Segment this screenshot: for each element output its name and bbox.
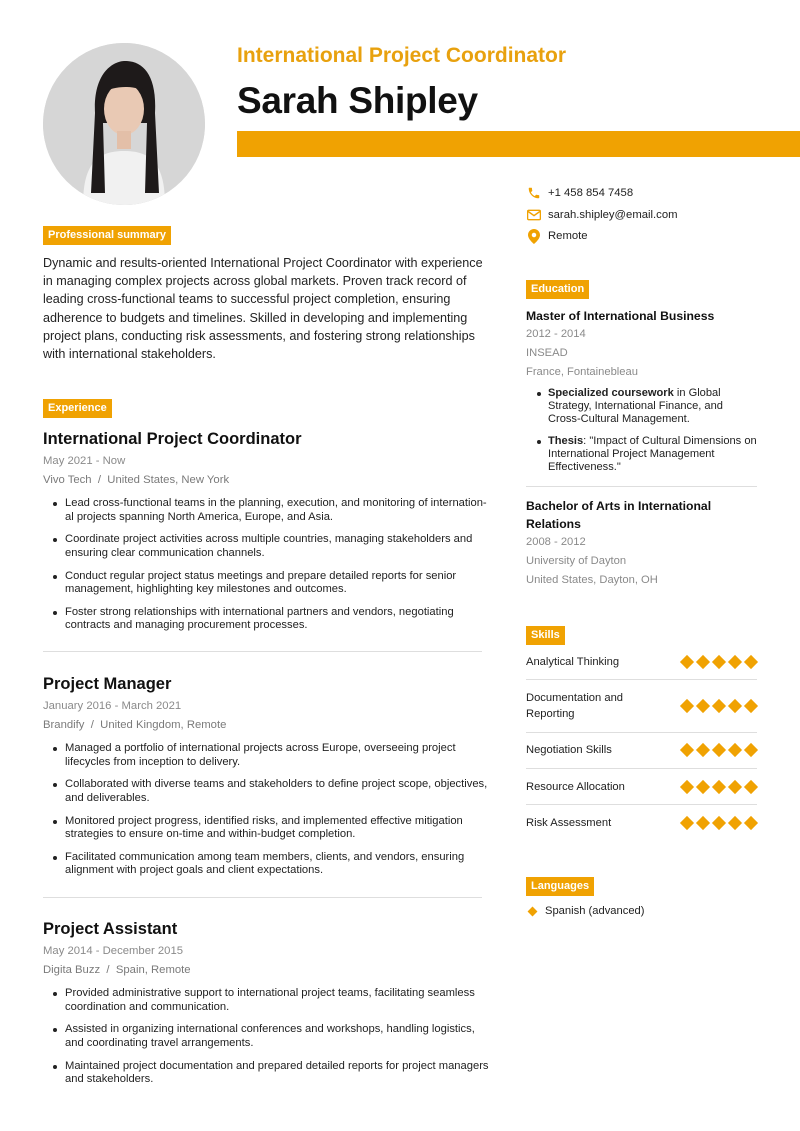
rating-diamond-icon [712, 816, 726, 830]
rating-diamond-icon [728, 816, 742, 830]
divider [526, 732, 757, 733]
education-location: France, Fontainebleau [526, 366, 638, 378]
skill-name: Resource Allocation [526, 781, 625, 793]
skill-row [526, 779, 757, 795]
experience-company-location [43, 472, 493, 488]
list-item: Provided administrative support to international project teams, facilitating seamless coordination and communication. [43, 987, 493, 1014]
divider [43, 897, 482, 898]
skills-heading: Skills [526, 626, 565, 645]
experience-dates: May 2014 - December 2015 [43, 945, 184, 957]
rating-diamond-icon [696, 780, 710, 794]
divider [526, 768, 757, 769]
skill-row [526, 690, 757, 722]
list-item [526, 435, 758, 473]
rating-diamond-icon [728, 780, 742, 794]
skill-name: Analytical Thinking [526, 656, 620, 668]
languages-heading: Languages [526, 877, 594, 896]
experience-company: Digita Buzz [43, 964, 101, 976]
location-pin-icon [527, 229, 541, 243]
skill-rating [681, 657, 757, 667]
education-degree: Master of International Business [526, 309, 715, 323]
experience-bullets [43, 742, 493, 878]
experience-title: Project Assistant [43, 920, 178, 938]
rating-diamond-icon [696, 655, 710, 669]
list-item [526, 387, 758, 425]
skill-name: Documentation and Reporting [526, 692, 624, 720]
email-text: sarah.shipley@email.com [548, 209, 678, 221]
contact-phone[interactable] [527, 186, 633, 200]
rating-diamond-icon [744, 699, 758, 713]
education-school: INSEAD [526, 347, 568, 359]
rating-diamond-icon [680, 743, 694, 757]
experience-company: Vivo Tech [43, 474, 92, 486]
detail-label: Thesis [548, 435, 584, 448]
education-item [526, 497, 758, 590]
rating-diamond-icon [728, 655, 742, 669]
skill-rating [681, 701, 757, 711]
education-details [526, 387, 758, 474]
list-item: Managed a portfolio of international projects across Europe, overseeing project lifecycles from inception to delivery. [43, 742, 493, 769]
experience-company-location [43, 717, 493, 733]
list-item: Conduct regular project status meetings and prepare detailed reports for senior management, highlighting key milestones and outcomes. [43, 570, 493, 597]
education-heading: Education [526, 280, 589, 299]
divider [526, 679, 757, 680]
experience-bullets [43, 987, 493, 1087]
rating-diamond-icon [744, 655, 758, 669]
list-item: Facilitated communication among team members, clients, and vendors, ensuring alignment with project goals and client expectations. [43, 851, 493, 878]
list-item: Assisted in organizing international conferences and workshops, handling logistics, and coordinating travel arrangements. [43, 1023, 493, 1050]
location-text: Remote [548, 230, 588, 242]
experience-item [43, 673, 493, 887]
header-accent-bar [237, 131, 800, 157]
experience-item [43, 428, 493, 642]
rating-diamond-icon [744, 743, 758, 757]
list-item: Coordinate project activities across multiple countries, managing stakeholders and ensuring clear communication channels. [43, 533, 493, 560]
detail-label: Specialized coursework [548, 387, 674, 399]
language-text: Spanish (advanced) [545, 905, 645, 917]
diamond-bullet-icon [528, 906, 538, 916]
skill-row [526, 654, 757, 670]
language-item [529, 905, 645, 917]
rating-diamond-icon [696, 743, 710, 757]
experience-location: United States, New York [107, 474, 230, 486]
experience-location: United Kingdom, Remote [100, 719, 227, 731]
list-item: Lead cross-functional teams in the planning, execution, and monitoring of internation-al projects spanning North America, Europe, and Asia. [43, 497, 493, 524]
experience-title: International Project Coordinator [43, 430, 302, 448]
experience-dates: May 2021 - Now [43, 455, 126, 467]
education-dates: 2012 - 2014 [526, 328, 586, 340]
phone-text: +1 458 854 7458 [548, 187, 634, 199]
skill-row [526, 815, 757, 831]
rating-diamond-icon [680, 780, 694, 794]
candidate-name: Sarah Shipley [237, 80, 478, 121]
list-item: Maintained project documentation and prepared detailed reports for project managers and stakeholders. [43, 1060, 493, 1087]
experience-dates: January 2016 - March 2021 [43, 700, 182, 712]
skill-rating [681, 782, 757, 792]
divider [43, 651, 482, 652]
rating-diamond-icon [744, 780, 758, 794]
divider [526, 486, 757, 487]
experience-company: Brandify [43, 719, 85, 731]
experience-title: Project Manager [43, 675, 172, 693]
experience-location: Spain, Remote [115, 964, 191, 976]
detail-text: : "Impact of Cultural Dimensions on International Project Management Effectiveness." [548, 435, 757, 473]
summary-heading: Professional summary [43, 226, 171, 245]
rating-diamond-icon [712, 655, 726, 669]
list-item: Collaborated with diverse teams and stakeholders to define project scope, objectives, and deliverables. [43, 778, 493, 805]
education-school: University of Dayton [526, 555, 627, 567]
rating-diamond-icon [680, 655, 694, 669]
summary-text: Dynamic and results-oriented International Project Coordinator with experience in managing complex projects across global markets. Proven track record of leading cross-functional teams to successful project completion, ensuring adherence to budgets and timelines. Skilled in developing and implementing project plans, conducting risk assessments, and fostering strong relationships with international stakeholders. [43, 256, 483, 362]
rating-diamond-icon [744, 816, 758, 830]
separator: / [97, 474, 101, 486]
rating-diamond-icon [728, 743, 742, 757]
profile-photo-illustration [43, 43, 205, 205]
education-degree: Bachelor of Arts in International Relations [526, 499, 712, 531]
rating-diamond-icon [712, 743, 726, 757]
contact-email[interactable] [527, 208, 678, 222]
email-icon [527, 208, 541, 222]
separator: / [90, 719, 94, 731]
list-item: Monitored project progress, identified risks, and implemented effective mitigation strategies to ensure on-time and within-budget completion. [43, 815, 493, 842]
rating-diamond-icon [696, 816, 710, 830]
skill-row [526, 742, 757, 758]
divider [526, 804, 757, 805]
skill-name: Risk Assessment [526, 817, 612, 829]
detail-text: in Global Strategy, International Finance, and Cross-Cultural Management. [548, 387, 723, 425]
experience-bullets [43, 497, 493, 633]
rating-diamond-icon [696, 699, 710, 713]
education-item [526, 307, 758, 484]
list-item: Foster strong relationships with international partners and vendors, negotiating contracts and managing procurement processes. [43, 606, 493, 633]
skill-name: Negotiation Skills [526, 744, 612, 756]
education-dates: 2008 - 2012 [526, 536, 586, 548]
education-location: United States, Dayton, OH [526, 574, 658, 586]
experience-company-location [43, 962, 493, 978]
rating-diamond-icon [712, 699, 726, 713]
rating-diamond-icon [680, 816, 694, 830]
rating-diamond-icon [680, 699, 694, 713]
experience-item [43, 918, 493, 1096]
phone-icon [527, 186, 541, 200]
profile-photo [43, 43, 205, 205]
contact-location [527, 229, 588, 243]
skill-rating [681, 818, 757, 828]
separator: / [106, 964, 110, 976]
skill-rating [681, 745, 757, 755]
rating-diamond-icon [728, 699, 742, 713]
rating-diamond-icon [712, 780, 726, 794]
job-title: International Project Coordinator [237, 44, 567, 67]
experience-heading: Experience [43, 399, 112, 418]
